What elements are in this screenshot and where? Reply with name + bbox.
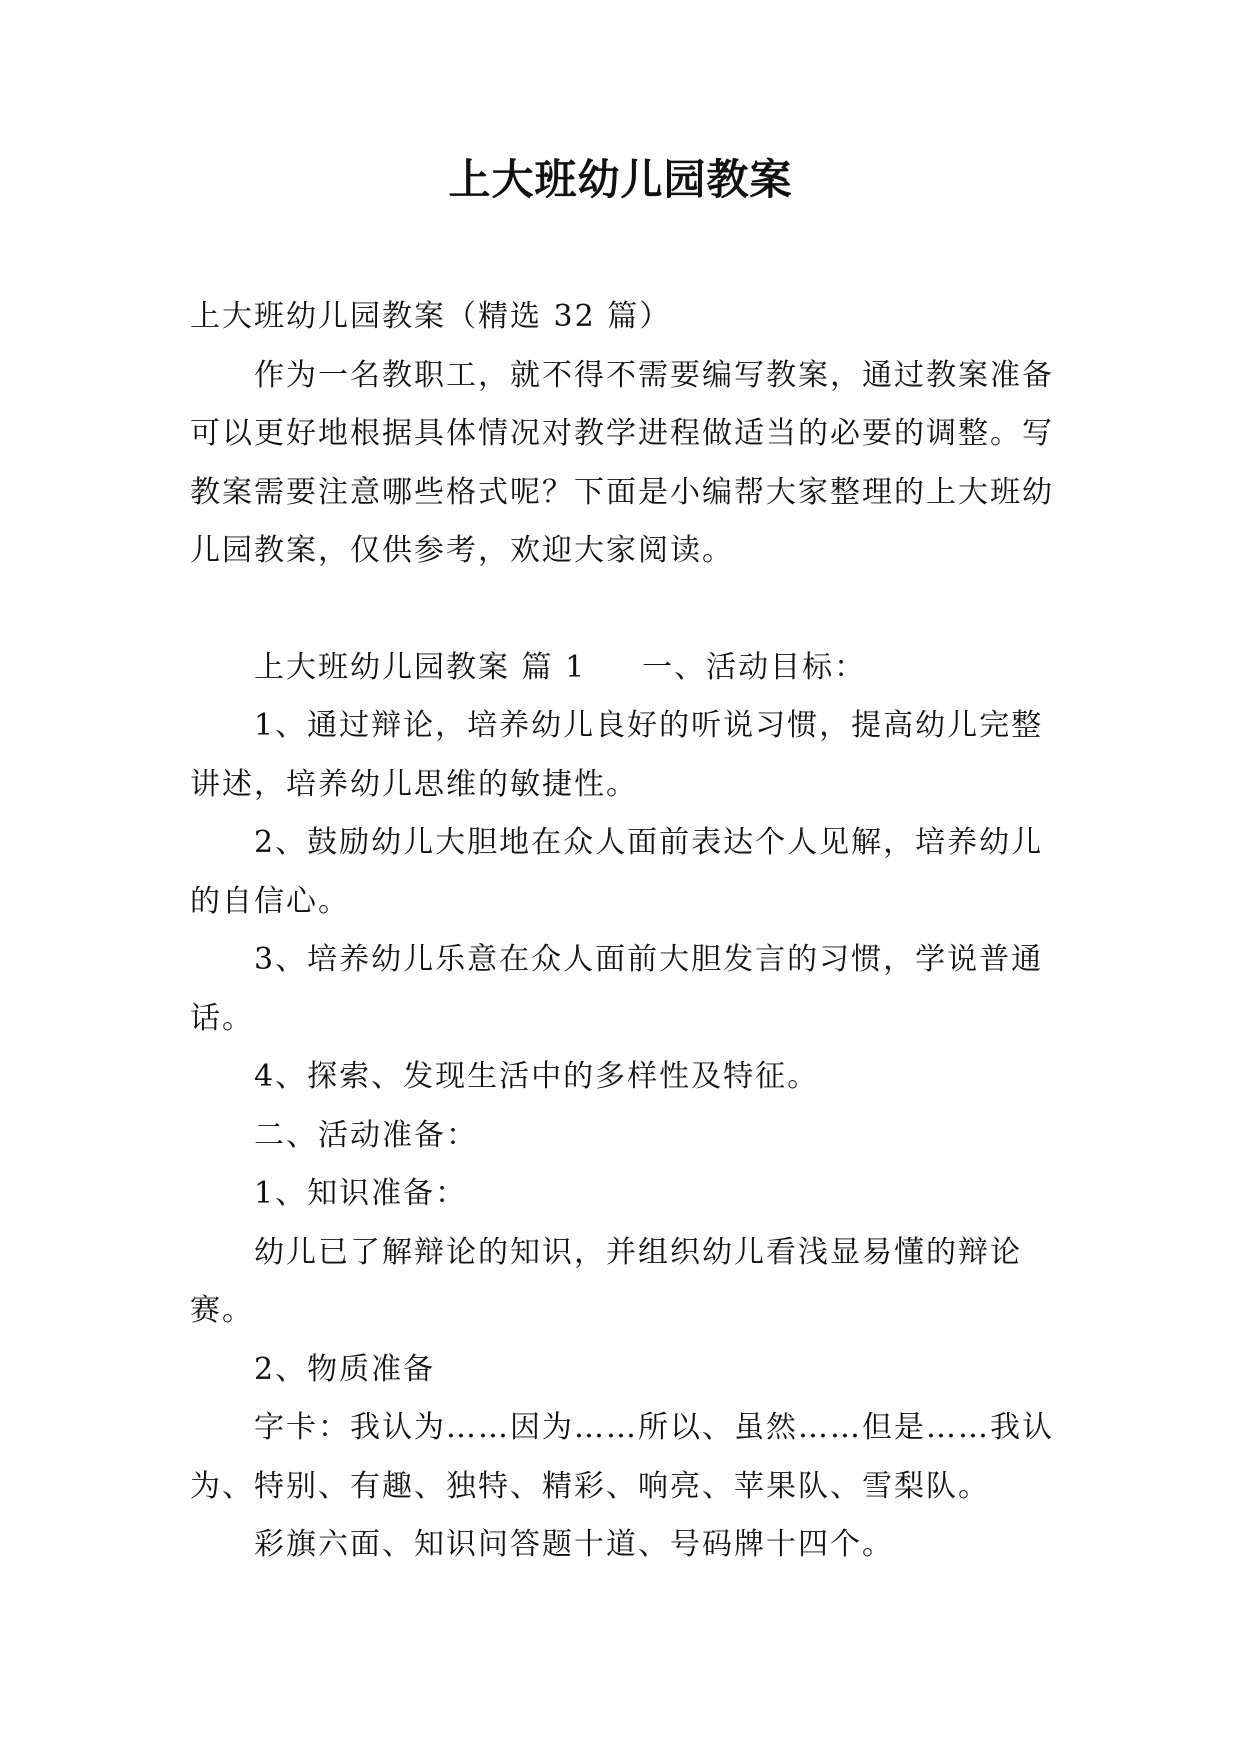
section-heading-line [190,639,1060,698]
intro-paragraph: 作为一名教职工，就不得不需要编写教案，通过教案准备可以更好地根据具体情况对教学进程做适当的必要的调整。写教案需要注意哪些格式呢？下面是小编帮大家整理的上大班幼儿园教案，仅供参考，欢迎大家阅读。 [190,357,1054,568]
goal-2: 2、鼓励幼儿大胆地在众人面前表达个人见解，培养幼儿的自信心。 [190,825,1044,919]
goals-heading: 一、活动目标： [642,649,867,685]
goal-3: 3、培养幼儿乐意在众人面前大胆发言的习惯，学说普通话。 [190,942,1044,1036]
knowledge-prep-text: 幼儿已了解辩论的知识，并组织幼儿看浅显易懂的辩论赛。 [190,1234,1022,1328]
section-heading: 上大班幼儿园教案 篇 1 [254,649,587,685]
document-subtitle: 上大班幼儿园教案（精选 32 篇） [190,299,672,334]
document-body [190,288,1060,1575]
preparation-heading: 二、活动准备： [254,1117,478,1153]
materials-list-text: 彩旗六面、知识问答题十道、号码牌十四个。 [254,1527,894,1562]
paragraph-gap [190,581,1060,639]
goal-1: 1、通过辩论，培养幼儿良好的听说习惯，提高幼儿完整讲述，培养幼儿思维的敏捷性。 [190,708,1044,802]
knowledge-prep-heading: 1、知识准备： [254,1176,468,1211]
goal-4: 4、探索、发现生活中的多样性及特征。 [254,1059,820,1094]
material-prep-heading: 2、物质准备 [254,1351,436,1387]
word-cards-text: 字卡：我认为……因为……所以、虽然……但是……我认为、特别、有趣、独特、精彩、响亮、苹果队、雪梨队。 [190,1410,1054,1504]
document-title: 上大班幼儿园教案 [448,155,793,204]
